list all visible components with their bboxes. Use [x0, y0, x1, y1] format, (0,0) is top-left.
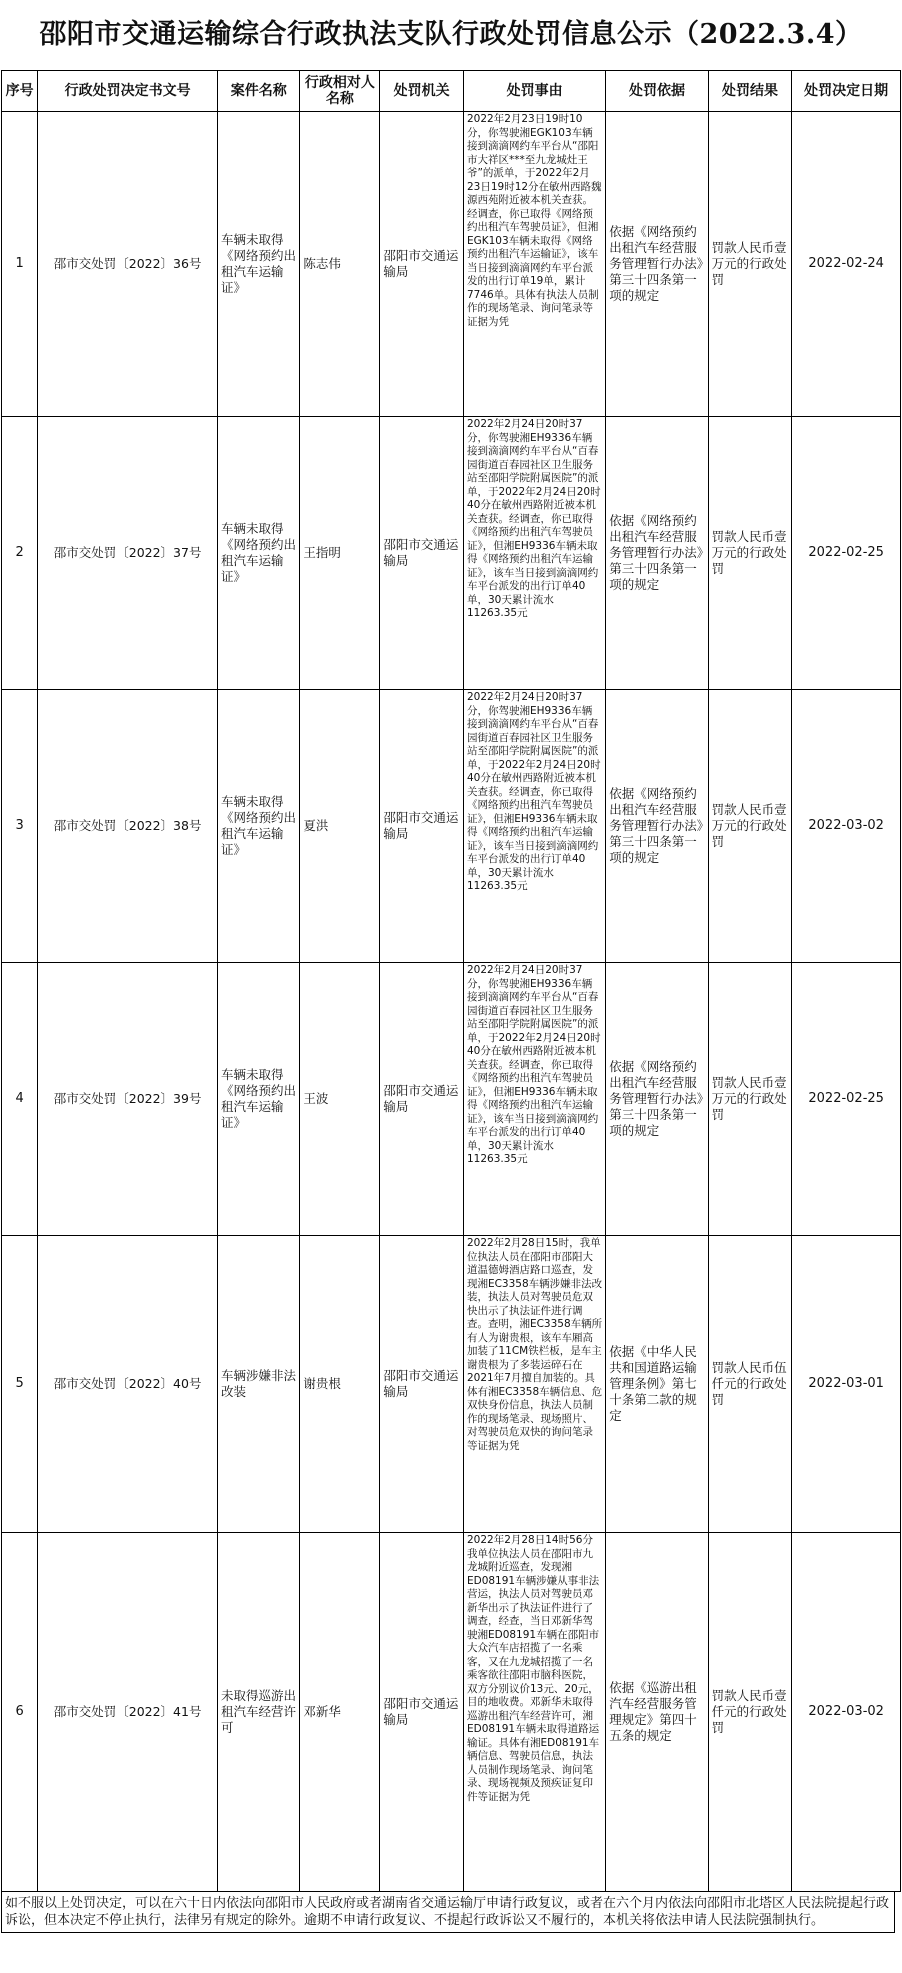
row-party: 谢贵根	[300, 1236, 380, 1533]
row-date: 2022-03-02	[792, 690, 901, 963]
row-case: 车辆未取得《网络预约出租汽车运输证》	[218, 963, 300, 1236]
row-basis: 依据《巡游出租汽车经营服务管理规定》第四十五条的规定	[606, 1533, 708, 1892]
row-reason: 2022年2月24日20时37分，你驾驶湘EH9336车辆接到滴滴网约车平台从“百春园街道百春园社区卫生服务站至邵阳学院附属医院”的派单，于2022年2月24日20时40分在敏州西路附近被本机关查获。经调查，你已取得《网络预约出租汽车驾驶员证》，但湘EH9336车辆未取得《网络预约出租汽车运输证》，该车当日接到滴滴网约车平台派发的出行订单40单，30天累计流水11263.35元	[463, 963, 605, 1236]
row-case: 车辆未取得《网络预约出租汽车运输证》	[218, 690, 300, 963]
table-row	[2, 1236, 901, 1533]
page-title: 邵阳市交通运输综合行政执法支队行政处罚信息公示（2022.3.4）	[39, 19, 863, 50]
header-date: 处罚决定日期	[792, 71, 901, 112]
row-doc-no: 邵市交处罚〔2022〕41号	[38, 1533, 218, 1892]
row-basis: 依据《网络预约出租汽车经营服务管理暂行办法》第三十四条第一项的规定	[606, 417, 708, 690]
row-result: 罚款人民币伍仟元的行政处罚	[708, 1236, 792, 1533]
row-org: 邵阳市交通运输局	[380, 1533, 464, 1892]
row-result: 罚款人民币壹万元的行政处罚	[708, 963, 792, 1236]
row-reason: 2022年2月28日14时56分我单位执法人员在邵阳市九龙城附近巡查，发现湘ED08191车辆涉嫌从事非法营运，执法人员对驾驶员邓新华出示了执法证件进行了调查，经查，当日邓新华驾驶湘ED08191车辆在邵阳市大众汽车店招揽了一名乘客，又在九龙城招揽了一名乘客欲往邵阳市脑科医院，双方分别议价13元、20元，目的地收费。邓新华未取得巡游出租汽车经营许可，湘ED08191车辆未取得道路运输证。具体有湘ED08191车辆信息、驾驶员信息，执法人员制作现场笔录、询问笔录、现场视频及预疾证复印件等证据为凭	[463, 1533, 605, 1892]
row-doc-no: 邵市交处罚〔2022〕37号	[38, 417, 218, 690]
row-party: 陈志伟	[300, 112, 380, 417]
row-result: 罚款人民币壹万元的行政处罚	[708, 112, 792, 417]
row-doc-no: 邵市交处罚〔2022〕38号	[38, 690, 218, 963]
row-seq: 1	[2, 112, 38, 417]
row-date: 2022-02-24	[792, 112, 901, 417]
row-org: 邵阳市交通运输局	[380, 112, 464, 417]
row-date: 2022-03-01	[792, 1236, 901, 1533]
row-date: 2022-03-02	[792, 1533, 901, 1892]
row-org: 邵阳市交通运输局	[380, 417, 464, 690]
header-party: 行政相对人名称	[300, 71, 380, 112]
row-date: 2022-02-25	[792, 417, 901, 690]
header-org: 处罚机关	[380, 71, 464, 112]
header-case: 案件名称	[218, 71, 300, 112]
row-case: 车辆未取得《网络预约出租汽车运输证》	[218, 417, 300, 690]
header-doc-no: 行政处罚决定书文号	[38, 71, 218, 112]
row-basis: 依据《网络预约出租汽车经营服务管理暂行办法》第三十四条第一项的规定	[606, 112, 708, 417]
footer-notice: 如不服以上处罚决定，可以在六十日内依法向邵阳市人民政府或者湖南省交通运输厅申请行政复议，或者在六个月内依法向邵阳市北塔区人民法院提起行政诉讼，但本决定不停止执行，法律另有规定的除外。逾期不申请行政复议、不提起行政诉讼又不履行的，本机关将依法申请人民法院强制执行。	[1, 1892, 895, 1933]
row-seq: 3	[2, 690, 38, 963]
row-reason: 2022年2月23日19时10分，你驾驶湘EGK103车辆接到滴滴网约车平台从“邵阳市大祥区***至九龙城灶王爷”的派单，于2022年2月23日19时12分在敏州西路魏源西苑附近被本机关查获。经调查，你已取得《网络预约出租汽车驾驶员证》，但湘EGK103车辆未取得《网络预约出租汽车运输证》，该车当日接到滴滴网约车平台派发的出行订单19单，累计7746单。具体有执法人员制作的现场笔录、询问笔录等证据为凭	[463, 112, 605, 417]
header-seq: 序号	[2, 71, 38, 112]
row-seq: 5	[2, 1236, 38, 1533]
row-seq: 2	[2, 417, 38, 690]
row-party: 邓新华	[300, 1533, 380, 1892]
row-seq: 6	[2, 1533, 38, 1892]
row-result: 罚款人民币壹仟元的行政处罚	[708, 1533, 792, 1892]
table-row	[2, 417, 901, 690]
row-case: 车辆未取得《网络预约出租汽车运输证》	[218, 112, 300, 417]
header-result: 处罚结果	[708, 71, 792, 112]
row-basis: 依据《中华人民共和国道路运输管理条例》第七十条第二款的规定	[606, 1236, 708, 1533]
table-header-row	[2, 71, 901, 112]
row-result: 罚款人民币壹万元的行政处罚	[708, 417, 792, 690]
table-row	[2, 1533, 901, 1892]
row-date: 2022-02-25	[792, 963, 901, 1236]
row-basis: 依据《网络预约出租汽车经营服务管理暂行办法》第三十四条第一项的规定	[606, 690, 708, 963]
penalty-table	[1, 70, 901, 1892]
row-result: 罚款人民币壹万元的行政处罚	[708, 690, 792, 963]
table-row	[2, 963, 901, 1236]
header-reason: 处罚事由	[463, 71, 605, 112]
row-party: 王指明	[300, 417, 380, 690]
row-org: 邵阳市交通运输局	[380, 690, 464, 963]
row-party: 夏洪	[300, 690, 380, 963]
row-case: 未取得巡游出租汽车经营许可	[218, 1533, 300, 1892]
row-reason: 2022年2月24日20时37分，你驾驶湘EH9336车辆接到滴滴网约车平台从“百春园街道百春园社区卫生服务站至邵阳学院附属医院”的派单，于2022年2月24日20时40分在敏州西路附近被本机关查获。经调查，你已取得《网络预约出租汽车驾驶员证》，但湘EH9336车辆未取得《网络预约出租汽车运输证》，该车当日接到滴滴网约车平台派发的出行订单40单，30天累计流水11263.35元	[463, 690, 605, 963]
row-party: 王波	[300, 963, 380, 1236]
row-basis: 依据《网络预约出租汽车经营服务管理暂行办法》第三十四条第一项的规定	[606, 963, 708, 1236]
row-doc-no: 邵市交处罚〔2022〕39号	[38, 963, 218, 1236]
row-reason: 2022年2月28日15时，我单位执法人员在邵阳市邵阳大道温德姆酒店路口巡查，发现湘EC3358车辆涉嫌非法改装，执法人员对驾驶员危双快出示了执法证件进行调查。查明，湘EC3358车辆所有人为谢贵根，该车车厢高加装了11CM铁栏板，是车主谢贵根为了多装运碎石在2021年7月擅自加装的。具体有湘EC3358车辆信息、危双快身份信息，执法人员制作的现场笔录、现场照片、对驾驶员危双快的询问笔录等证据为凭	[463, 1236, 605, 1533]
row-reason: 2022年2月24日20时37分，你驾驶湘EH9336车辆接到滴滴网约车平台从“百春园街道百春园社区卫生服务站至邵阳学院附属医院”的派单，于2022年2月24日20时40分在敏州西路附近被本机关查获。经调查，你已取得《网络预约出租汽车驾驶员证》，但湘EH9336车辆未取得《网络预约出租汽车运输证》，该车当日接到滴滴网约车平台派发的出行订单40单，30天累计流水11263.35元	[463, 417, 605, 690]
table-row	[2, 112, 901, 417]
row-case: 车辆涉嫌非法改装	[218, 1236, 300, 1533]
row-org: 邵阳市交通运输局	[380, 1236, 464, 1533]
header-basis: 处罚依据	[606, 71, 708, 112]
row-seq: 4	[2, 963, 38, 1236]
row-doc-no: 邵市交处罚〔2022〕36号	[38, 112, 218, 417]
table-row	[2, 690, 901, 963]
row-doc-no: 邵市交处罚〔2022〕40号	[38, 1236, 218, 1533]
row-org: 邵阳市交通运输局	[380, 963, 464, 1236]
